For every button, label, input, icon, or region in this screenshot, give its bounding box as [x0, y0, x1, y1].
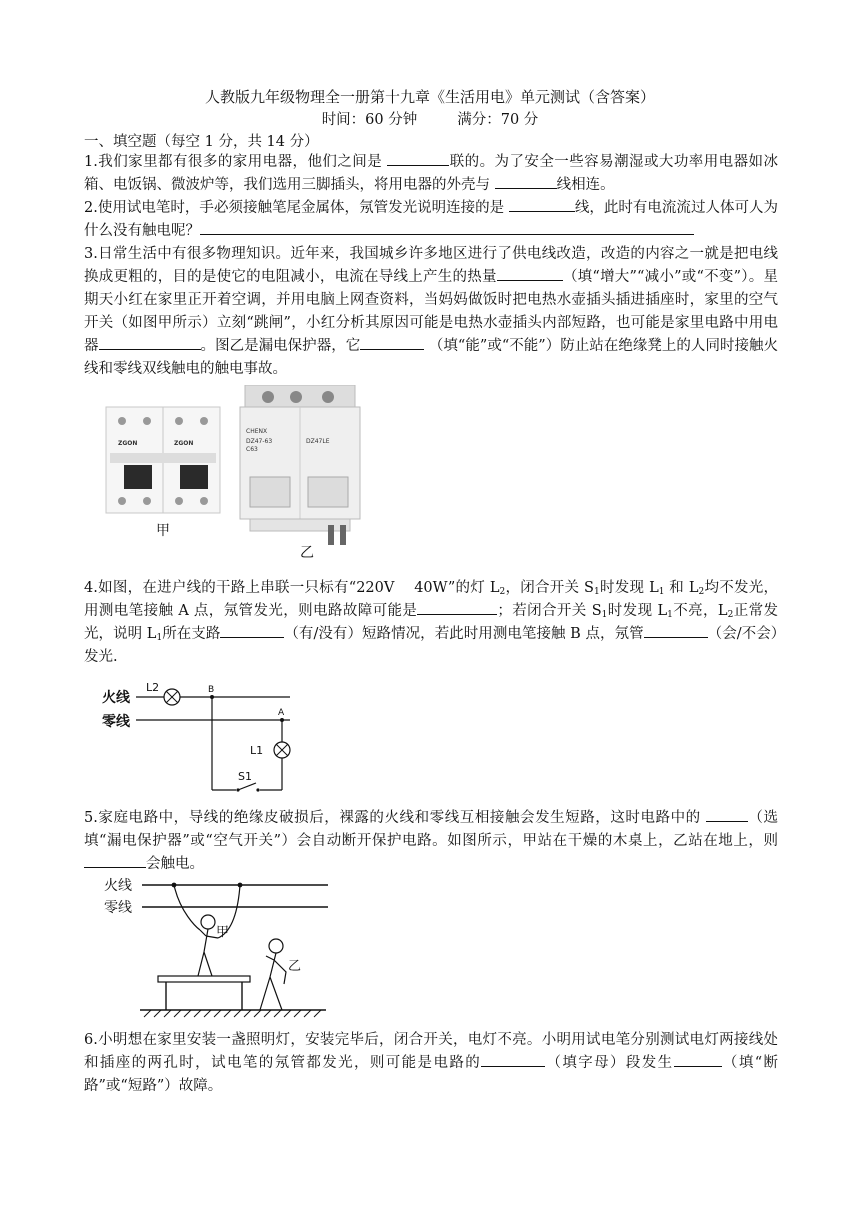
section-heading: 一、填空题（每空 1 分，共 14 分） — [84, 134, 319, 150]
q4-text: 时发现 L — [607, 603, 668, 619]
q4-text: 不亮，L — [672, 603, 728, 619]
q4-text: 正常发光，说明 L — [84, 603, 778, 642]
q4-circuit-figure — [100, 680, 300, 795]
q1-text-b: 联的。为了安全一些容易潮湿或大功率用电器如冰箱、电饭锅、微波炉等，我们选用三脚插头，将用电器的外壳与 — [84, 154, 778, 193]
q2-text-b: 线，此时有电流流过人体可人为什么没有触电呢？ — [84, 200, 779, 239]
question-6 — [84, 1029, 778, 1098]
point-B-label: B — [208, 685, 215, 695]
subscript: 1 — [593, 587, 600, 597]
subscript: 1 — [667, 610, 673, 620]
brand-label: ZGON — [174, 440, 194, 447]
lamp-L2 — [164, 689, 180, 705]
person-jia-label: 甲 — [216, 925, 230, 940]
answer-blank[interactable] — [644, 623, 708, 638]
q3-figure — [100, 385, 380, 565]
subscript: 2 — [727, 610, 734, 620]
q4-text: ；若闭合开关 S — [497, 603, 602, 619]
q2-text-a: 2.使用试电笔时，手必须接触笔尾金属体，氖管发光说明连接的是 — [84, 200, 509, 216]
answer-blank[interactable] — [509, 197, 575, 212]
q4-text: ，闭合开关 S — [505, 580, 594, 596]
live-wire-label: 火线 — [102, 690, 130, 706]
subscript: 1 — [601, 610, 608, 620]
leakage-protector-yi — [240, 385, 360, 545]
q5-text-c: 会触电。 — [146, 856, 204, 872]
neutral-wire-label: 零线 — [104, 900, 132, 916]
lamp-L2-label: L2 — [146, 681, 160, 694]
doc-title: 人教版九年级物理全一册第十九章《生活用电》单元测试（含答案） — [204, 88, 655, 106]
q3-text-c: 。图乙是漏电保护器，它 — [200, 338, 361, 354]
question-2 — [84, 197, 778, 243]
neutral-wire-label: 零线 — [102, 714, 130, 730]
q1-text-a: 1.我们家里都有很多的家用电器，他们之间是 — [84, 154, 388, 170]
q6-text-b: （填字母）段发生 — [545, 1055, 674, 1071]
answer-blank[interactable] — [495, 174, 557, 189]
q4-text: 和 L — [664, 580, 699, 596]
answer-blank[interactable] — [706, 807, 748, 822]
subscript: 2 — [698, 587, 705, 597]
q5-text-a: 5.家庭电路中，导线的绝缘皮破损后，裸露的火线和零线互相接触会发生短路，这时电路中的 — [84, 810, 706, 826]
answer-blank[interactable] — [417, 600, 497, 615]
answer-blank[interactable] — [674, 1052, 722, 1067]
subscript: 1 — [156, 633, 163, 643]
switch-S1-label: S1 — [238, 770, 252, 783]
person-yi — [260, 939, 286, 1010]
question-1 — [84, 151, 778, 197]
subscript: 2 — [499, 587, 506, 597]
q5-text-b: （选填“漏电保护器”或“空气开关”）会自动断开保护电路。如图所示，甲站在干燥的木桌上，乙站在地上，则 — [84, 810, 778, 849]
q6-text-a: 6.小明想在家里安装一盏照明灯，安装完毕后，闭合开关，电灯不亮。小明用试电笔分别测试电灯两接线处和插座的两孔时，试电笔的氖管都发光，则可能是电路的 — [84, 1032, 778, 1071]
wooden-table — [158, 976, 250, 1010]
fig-label-yi: 乙 — [300, 545, 314, 561]
q4-text: 所在支路 — [162, 626, 221, 642]
q4-text: 均不发光，用测电笔接触 A 点，氖管发光，则电路故障可能是 — [84, 580, 779, 619]
answer-blank[interactable] — [360, 335, 424, 350]
q1-text-c: 线相连。 — [556, 177, 615, 193]
score-label: 满分：70 分 — [457, 112, 539, 128]
fig-label-jia: 甲 — [156, 523, 170, 539]
answer-blank[interactable] — [200, 220, 694, 235]
question-5 — [84, 807, 778, 876]
answer-blank[interactable] — [220, 623, 284, 638]
model-label: DZ47-63 — [246, 438, 273, 445]
air-switch-jia — [106, 407, 220, 513]
answer-blank[interactable] — [84, 853, 146, 868]
q5-figure — [100, 872, 340, 1022]
question-3 — [84, 243, 778, 381]
doc-subtitle — [0, 108, 860, 129]
q6-text-c: （填“断路”或“短路”）故障。 — [84, 1055, 778, 1094]
q4-text: （有/没有）短路情况，若此时用测电笔接触 B 点，氖管 — [284, 626, 644, 642]
time-label: 时间：60 分钟 — [321, 112, 418, 128]
question-4 — [84, 577, 778, 669]
q3-text-a: 3.日常生活中有很多物理知识。近年来，我国城乡许多地区进行了供电线改造，改造的内容之一就是把电线换成更粗的，目的是使它的电阻减小，电流在导线上产生的热量 — [84, 246, 778, 285]
q3-text-b: （填“增大”“减小”或“不变”）。星期天小红在家里正开着空调，并用电脑上网查资料，当妈妈做饭时把电热水壶插头插进插座时，家里的空气开关（如图甲所示）立刻“跳闸”，小红分析其原因可能是电热水壶插头内部短路，也可能是家里电路中用电器 — [84, 269, 778, 354]
live-wire-label: 火线 — [104, 878, 132, 894]
model-label: DZ47LE — [306, 438, 330, 445]
brand-label: ZGON — [118, 440, 138, 447]
answer-blank[interactable] — [497, 266, 563, 281]
lamp-L1-label: L1 — [250, 744, 264, 757]
person-yi-label: 乙 — [288, 959, 302, 974]
q3-text-d: （填“能”或“不能”）防止站在绝缘凳上的人同时接触火线和零线双线触电的触电事故。 — [84, 338, 779, 377]
answer-blank[interactable] — [481, 1052, 545, 1067]
person-jia — [198, 915, 218, 976]
point-A-label: A — [278, 708, 285, 718]
answer-blank[interactable] — [99, 335, 201, 350]
switch-S1 — [236, 783, 259, 792]
subscript: 1 — [658, 587, 665, 597]
answer-blank[interactable] — [387, 151, 449, 166]
model-label: C63 — [246, 446, 258, 453]
lamp-L1 — [274, 742, 290, 758]
brand-label: CHENX — [246, 428, 268, 435]
q4-text: 4.如图，在进户线的干路上串联一只标有“220V 40W”的灯 L — [84, 580, 500, 596]
q4-text: 时发现 L — [599, 580, 659, 596]
q4-text: （会/不会）发光. — [84, 626, 779, 665]
